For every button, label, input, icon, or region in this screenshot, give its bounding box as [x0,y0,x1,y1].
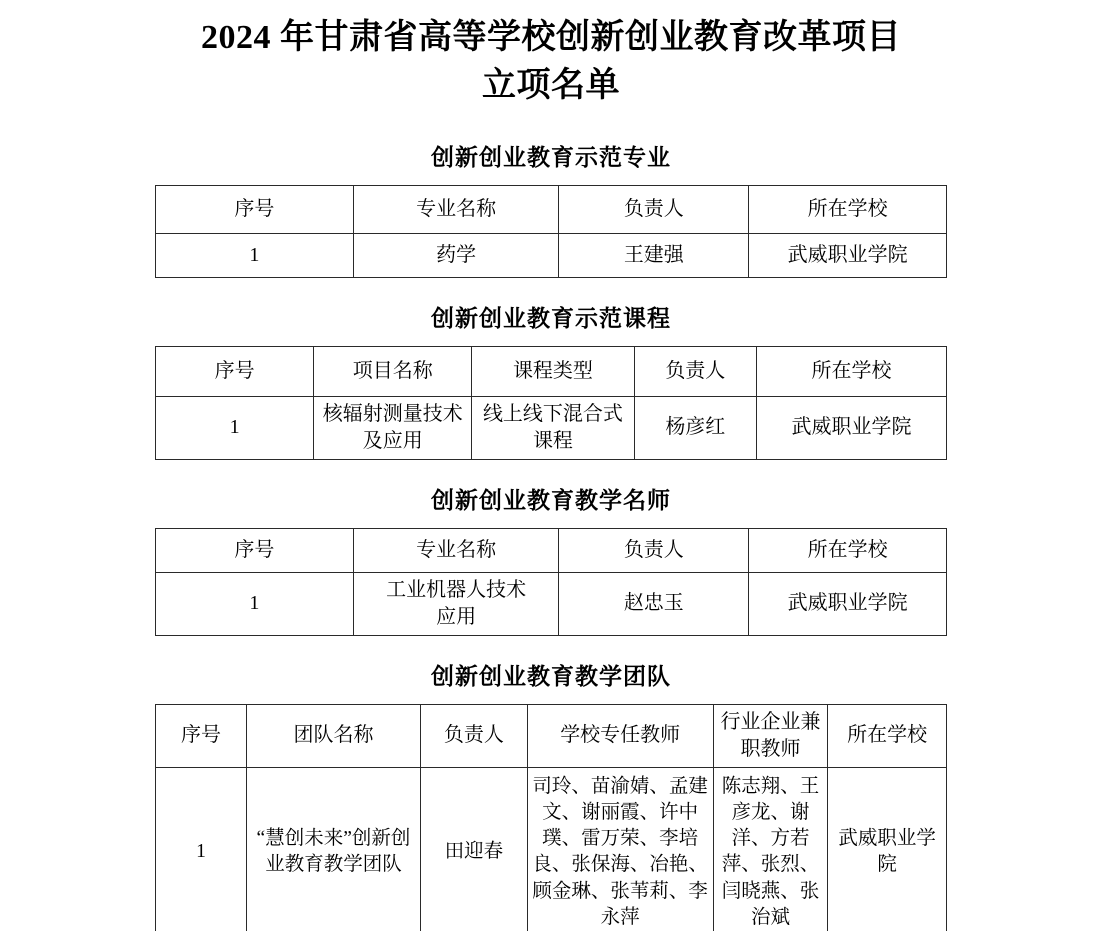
column-header-project-name: 项目名称 [314,346,472,396]
section-heading-demo-course: 创新创业教育示范课程 [431,305,671,331]
cell-leader: 王建强 [559,233,749,277]
column-header-leader: 负责人 [559,528,749,572]
table-demo-course [155,346,947,460]
column-header-seq: 序号 [156,704,247,767]
cell-school: 武威职业学院 [828,767,947,931]
column-header-leader: 负责人 [420,704,527,767]
column-header-school: 所在学校 [757,346,947,396]
table-teaching-team [155,704,947,931]
column-header-course-type: 课程类型 [472,346,634,396]
section-heading-teaching-team: 创新创业教育教学团队 [431,663,671,689]
column-header-seq: 序号 [156,185,354,233]
cell-leader: 田迎春 [420,767,527,931]
column-header-major-name: 专业名称 [353,185,559,233]
column-header-seq: 序号 [156,528,354,572]
table-master-teacher [155,528,947,636]
cell-major-name: 工业机器人技术应用 [353,572,559,635]
table-demo-major [155,185,947,278]
cell-seq: 1 [156,767,247,931]
column-header-leader: 负责人 [559,185,749,233]
cell-school: 武威职业学院 [749,572,947,635]
column-header-fulltime-teachers: 学校专任教师 [527,704,713,767]
document-body [155,0,947,931]
table-header-row [156,346,947,396]
column-header-leader: 负责人 [634,346,757,396]
cell-seq: 1 [156,396,314,459]
column-header-seq: 序号 [156,346,314,396]
column-header-team-name: 团队名称 [246,704,420,767]
section-heading-master-teacher: 创新创业教育教学名师 [431,487,671,513]
table-header-row [156,704,947,767]
column-header-major-name: 专业名称 [353,528,559,572]
cell-seq: 1 [156,233,354,277]
table-row [156,233,947,277]
cell-seq: 1 [156,572,354,635]
column-header-school: 所在学校 [828,704,947,767]
cell-major-name: 药学 [353,233,559,277]
section-heading-demo-major: 创新创业教育示范专业 [431,144,671,170]
table-row [156,396,947,459]
document-title [155,14,947,111]
cell-project-name: 核辐射测量技术及应用 [314,396,472,459]
cell-fulltime-teachers: 司玲、苗渝婧、孟建文、谢丽霞、许中璞、雷万荣、李培良、张保海、冶艳、顾金琳、张苇莉、李永萍 [527,767,713,931]
cell-leader: 杨彦红 [634,396,757,459]
title-line-1: 2024 年甘肃省高等学校创新创业教育改革项目 [201,19,901,56]
cell-school: 武威职业学院 [749,233,947,277]
cell-school: 武威职业学院 [757,396,947,459]
column-header-school: 所在学校 [749,185,947,233]
table-header-row [156,528,947,572]
column-header-parttime-teachers: 行业企业兼职教师 [713,704,828,767]
cell-course-type: 线上线下混合式课程 [472,396,634,459]
cell-team-name: “慧创未来”创新创业教育教学团队 [246,767,420,931]
table-row [156,572,947,635]
table-row [156,767,947,931]
title-line-2: 立项名单 [482,67,620,105]
table-header-row [156,185,947,233]
column-header-school: 所在学校 [749,528,947,572]
cell-leader: 赵忠玉 [559,572,749,635]
cell-parttime-teachers: 陈志翔、王彦龙、谢洋、方若萍、张烈、闫晓燕、张治斌 [713,767,828,931]
